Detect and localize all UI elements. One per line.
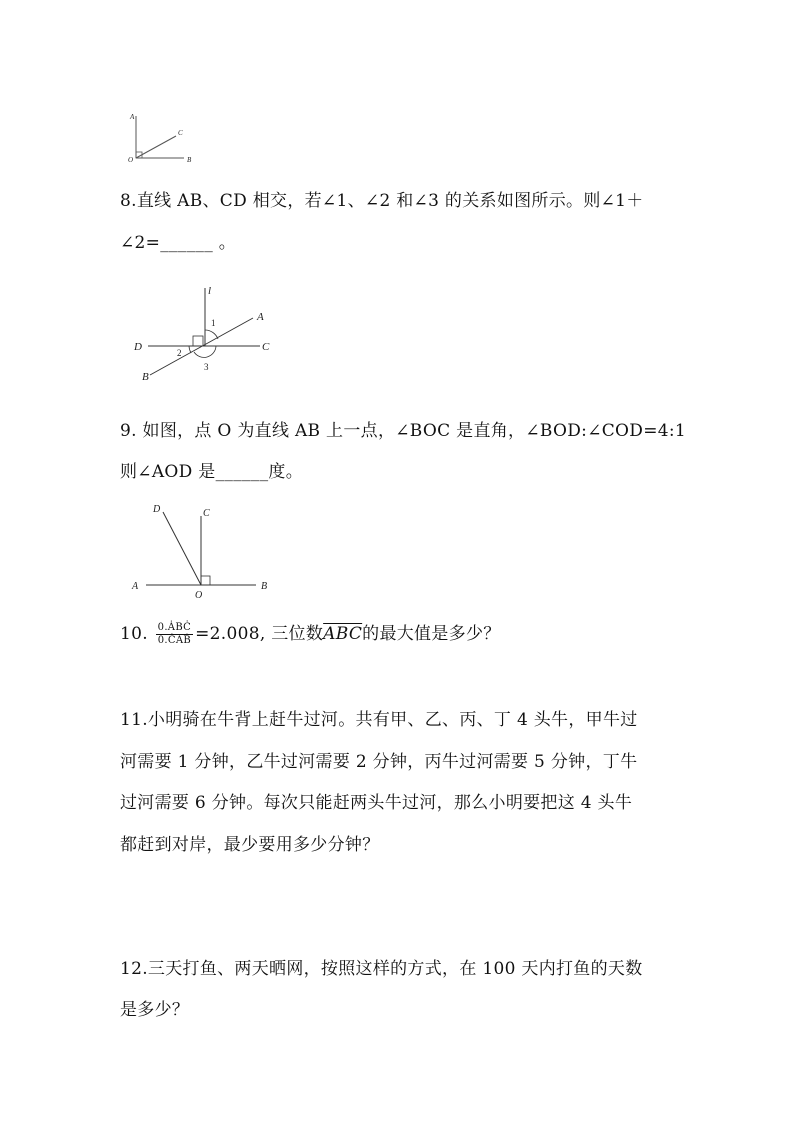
- right-angle-mark: [193, 336, 203, 346]
- label-3: 3: [204, 362, 209, 372]
- q8-text-line2: ∠2=______ 。: [120, 233, 237, 253]
- fraction-denominator: 0.ĊAḂ: [157, 635, 192, 646]
- q11-text-line2: 河需要 1 分钟，乙牛过河需要 2 分钟，丙牛过河需要 5 分钟，丁牛: [120, 752, 638, 772]
- label-l: l: [208, 285, 212, 297]
- label-d: D: [134, 341, 142, 353]
- angle-3-arc: [194, 346, 216, 357]
- label-d: D: [153, 504, 161, 515]
- figure-right-angle: [126, 110, 206, 170]
- label-b: B: [187, 156, 192, 164]
- q8-text-line1: 8.直线 AB、CD 相交，若∠1、∠2 和∠3 的关系如图所示。则∠1＋: [120, 191, 644, 211]
- label-c: C: [203, 508, 210, 519]
- q9-text-line1: 9. 如图，点 O 为直线 AB 上一点，∠BOC 是直角，∠BOD:∠COD=4:1: [120, 421, 687, 441]
- q12-text-line1: 12.三天打鱼、两天晒网，按照这样的方式，在 100 天内打鱼的天数: [120, 959, 643, 979]
- angle-1-arc: [205, 330, 218, 339]
- q10-text: =2.008, 三位数: [195, 624, 324, 644]
- q10-question: [120, 622, 501, 647]
- q11-text-line1: 11.小明骑在牛背上赶牛过河。共有甲、乙、丙、丁 4 头牛，甲牛过: [120, 710, 638, 730]
- q10-number: 10.: [120, 624, 148, 644]
- ray-od: [163, 512, 201, 585]
- q9-text-line2: 则∠AOD 是______度。: [120, 462, 303, 482]
- label-c: C: [262, 341, 270, 353]
- label-a: A: [257, 311, 264, 323]
- label-a: A: [130, 113, 135, 121]
- label-o: O: [195, 590, 203, 601]
- label-o: O: [128, 156, 134, 164]
- right-angle-mark: [201, 576, 210, 585]
- figure-intersecting-lines: [128, 280, 288, 390]
- angle-2-arc: [189, 346, 191, 353]
- fraction-numerator: 0.ȦBĊ: [157, 622, 192, 633]
- q10-tail: 的最大值是多少？: [362, 624, 501, 644]
- label-a: A: [132, 581, 139, 592]
- q10-fraction: [156, 622, 193, 647]
- label-b: B: [261, 581, 268, 592]
- q10-overline-number: $\overline{ABC}$: [323, 624, 363, 644]
- label-1: 1: [211, 318, 216, 328]
- q11-text-line4: 都赶到对岸，最少要用多少分钟？: [120, 835, 380, 855]
- q11-text-line3: 过河需要 6 分钟。每次只能赶两头牛过河，那么小明要把这 4 头牛: [120, 793, 633, 813]
- figure-angles-o: [128, 498, 278, 603]
- label-2: 2: [177, 348, 182, 358]
- q12-text-line2: 是多少？: [120, 1000, 190, 1020]
- label-c: C: [178, 129, 183, 137]
- label-b: B: [142, 371, 149, 383]
